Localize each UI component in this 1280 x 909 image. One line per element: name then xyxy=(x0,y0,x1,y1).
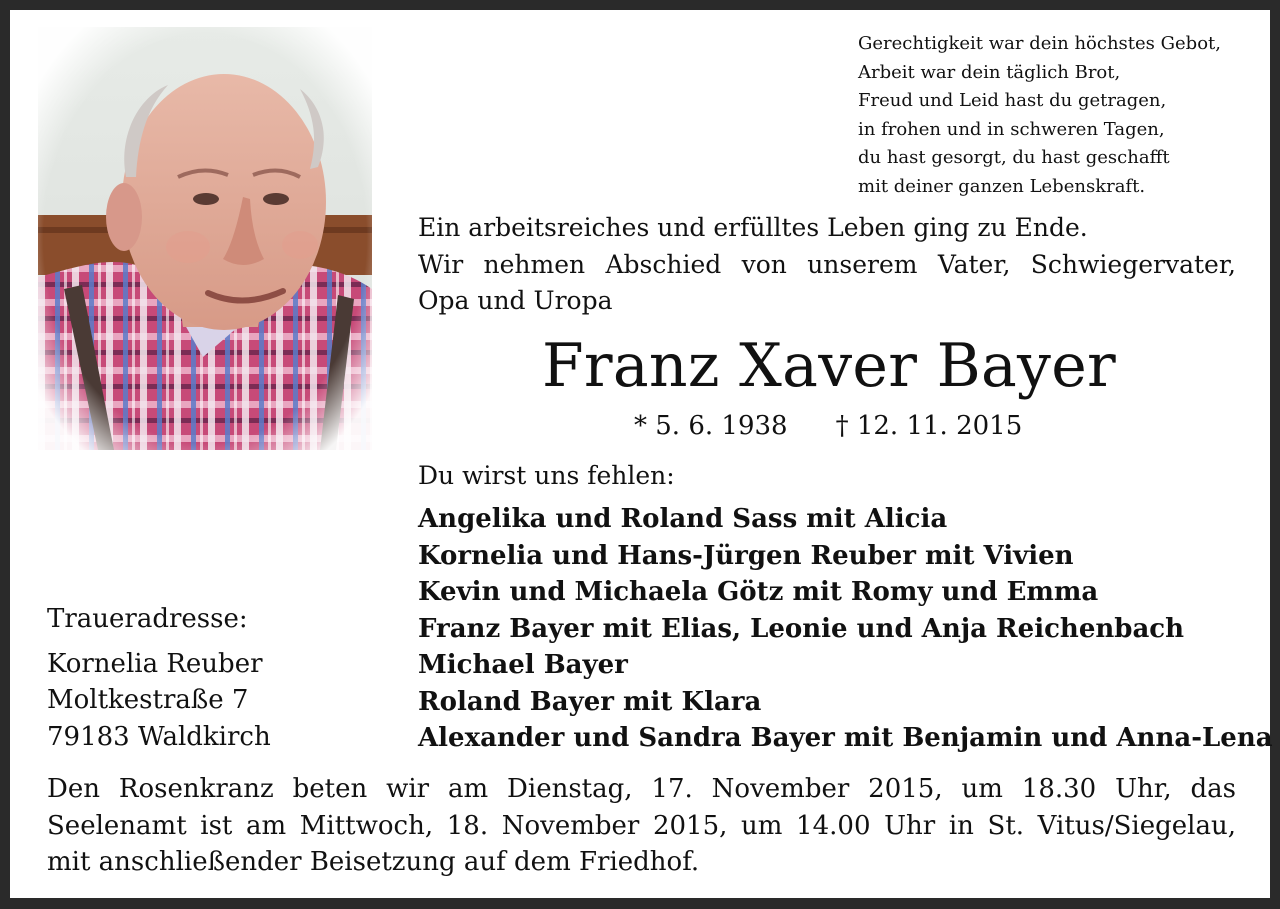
intro-line: Opa und Uropa xyxy=(418,286,613,315)
life-dates xyxy=(634,408,1022,444)
mourners-list xyxy=(418,501,1273,757)
service-line: mit anschließender Beisetzung auf dem Friedhof. xyxy=(47,847,700,877)
mourner-line: Roland Bayer mit Klara xyxy=(418,686,762,717)
address-city: 79183 Waldkirch xyxy=(47,721,271,752)
intro-line: Wir nehmen Abschied von unserem Vater, Schwiegervater, xyxy=(418,249,1236,279)
mourner-line: Kevin und Michaela Götz mit Romy und Emma xyxy=(418,577,1099,607)
mourner-line: Kornelia und Hans-Jürgen Reuber mit Vivien xyxy=(418,540,1074,571)
death-date: † 12. 11. 2015 xyxy=(835,411,1023,441)
address-street: Moltkestraße 7 xyxy=(47,685,249,715)
mourning-address xyxy=(47,601,271,755)
poem-line: mit deiner ganzen Lebenskraft. xyxy=(858,175,1146,197)
mourner-line: Michael Bayer xyxy=(418,650,628,680)
service-line: Den Rosenkranz beten wir am Dienstag, 17. November 2015, um 18.30 Uhr, das xyxy=(47,774,1236,804)
memorial-poem xyxy=(858,30,1248,201)
poem-line: Freud und Leid hast du getragen, xyxy=(858,90,1167,111)
poem-line: Arbeit war dein täglich Brot, xyxy=(858,61,1121,83)
intro-line: Ein arbeitsreiches und erfülltes Leben ging zu Ende. xyxy=(418,213,1088,242)
mourner-line: Alexander und Sandra Bayer mit Benjamin und Anna-Lena xyxy=(418,723,1273,753)
address-name: Kornelia Reuber xyxy=(47,648,263,679)
poem-line: in frohen und in schweren Tagen, xyxy=(858,118,1165,140)
address-label: Traueradresse: xyxy=(47,604,248,634)
birth-date: * 5. 6. 1938 xyxy=(634,411,788,441)
missed-line: Du wirst uns fehlen: xyxy=(418,461,675,490)
service-details xyxy=(47,771,1236,881)
service-line: Seelenamt ist am Mittwoch, 18. November 2015, um 14.00 Uhr in St. Vitus/Siegelau, xyxy=(47,810,1236,841)
intro-text xyxy=(418,210,1236,320)
deceased-name: Franz Xaver Bayer xyxy=(541,331,1117,401)
mourner-line: Franz Bayer mit Elias, Leonie und Anja Reichenbach xyxy=(418,613,1185,644)
portrait-photo xyxy=(38,27,372,450)
poem-line: du hast gesorgt, du hast geschafft xyxy=(858,147,1170,168)
mourner-line: Angelika und Roland Sass mit Alicia xyxy=(418,504,948,534)
poem-line: Gerechtigkeit war dein höchstes Gebot, xyxy=(858,33,1221,54)
